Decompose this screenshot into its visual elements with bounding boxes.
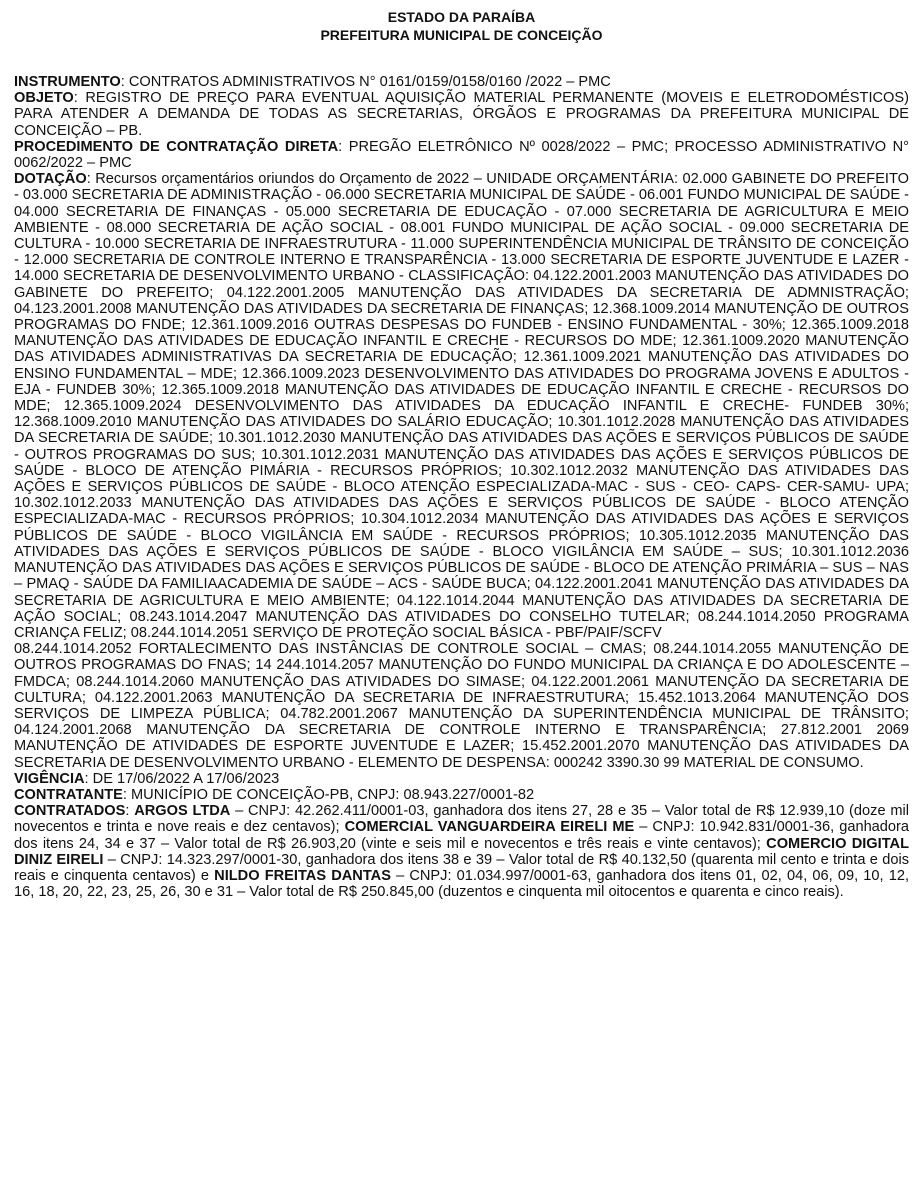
header-prefecture: PREFEITURA MUNICIPAL DE CONCEIÇÃO bbox=[320, 27, 603, 43]
procedimento-paragraph bbox=[14, 139, 909, 171]
dotacao-paragraph bbox=[14, 171, 909, 641]
instrumento-label: INSTRUMENTO bbox=[14, 74, 121, 90]
contratados-separator: : bbox=[125, 803, 135, 820]
dotacao-text: : Recursos orçamentários oriundos do Orçamento de 2022 – UNIDADE ORÇAMENTÁRIA: 02.000 GABINETE DO PREFEITO - 03.000 SECRETARIA DE ADMINISTRAÇÃO - 06.000 SECRETARIA MUNICIPAL DE SAÚDE - 06.001 FUNDO MUNICIPAL DE SAÚDE - 04.000 SECRETARIA DE FINANÇAS - 05.000 SECRETARIA DE EDUCAÇÃO - 07.000 SECRETARIA DE AGRICULTURA E MEIO AMBIENTE - 08.000 SECRETARIA DE AÇÃO SOCIAL - 08.001 FUNDO MUNICIPAL DE AÇÃO SOCIAL - 09.000 SECRETARIA DE CULTURA - 10.000 SECRETARIA DE INFRAESTRUTURA - 11.000 SUPERINTENDÊNCIA MUNICIPAL DE TRÂNSITO DE CONCEIÇÃO - 12.000 SECRETARIA DE CONTROLE INTERNO E TRANSPARÊNCIA - 13.000 SECRETARIA DE ESPORTE JUVENTUDE E LAZER - 14.000 SECRETARIA DE DESENVOLVIMENTO URBANO - CLASSIFICAÇÃO: 04.122.2001.2003 MANUTENÇÃO DAS ATIVIDADES DO GABINETE DO PREFEITO; 04.122.2001.2005 MANUTENÇÃO DAS ATIVIDADES DA SECRETARIA DE ADMNISTRAÇÃO; 04.123.2001.2008 MANUTENÇÃO DAS ATIVIDADES DA SECRETARIA DE FINANÇAS; 12.368.1009.2014 MANUTENÇÃO DE OUTROS PROGRAMAS DO FNDE; 12.361.1009.2016 OUTRAS DESPESAS DO FUNDEB - ENSINO FUNDAMENTAL - 30%; 12.365.1009.2018 MANUTENÇÃO DAS ATIVIDADES DE EDUCAÇÃO INFANTIL E CRECHE - RECURSOS DO MDE; 12.361.1009.2020 MANUTENÇÃO DAS ATIVIDADES ADMINISTRATIVAS DA SECRETARIA DE EDUCAÇÃO; 12.361.1009.2021 MANUTENÇÃO DAS ATIVIDADES DO ENSINO FUNDAMENTAL – MDE; 12.366.1009.2023 DESENVOLVIMENTO DAS ATIVIDADES DO PROGRAMA JOVENS E ADULTOS - EJA - FUNDEB 30%; 12.365.1009.2018 MANUTENÇÃO DAS ATIVIDADES DE EDUCAÇÃO INFANTIL E CRECHE - RECURSOS DO MDE; 12.365.1009.2024 DESENVOLVIMENTO DAS ATIVIDADES DA EDUCAÇÃO INFANTIL E CRECHE- FUNDEB 30%; 12.368.1009.2010 MANUTENÇÃO DAS ATIVIDADES DO SALÁRIO EDUCAÇÃO; 10.301.1012.2028 MANUTENÇÃO DAS ATIVIDADES DA SECRETARIA DE SAÚDE; 10.301.1012.2030 MANUTENÇÃO DAS ATIVIDADES DAS AÇÕES E SERVIÇOS PÚBLICOS DE SAÚDE - OUTROS PROGRAMAS DO SUS; 10.301.1012.2031 MANUTENÇÃO DAS ATIVIDADES DAS AÇÕES E SERVIÇOS PÚBLICOS DE SAÚDE - BLOCO DE ATENÇÃO PIMÁRIA - RECURSOS PRÓPRIOS; 10.302.1012.2032 MANUTENÇÃO DAS ATIVIDADES DAS AÇÕES E SERVIÇOS PÚBLICOS DE SAÚDE - BLOCO ATENÇÃO ESPECIALIZADA-MAC - SUS - CEO- CAPS- CER-SAMU- UPA; 10.302.1012.2033 MANUTENÇÃO DAS ATIVIDADES DAS AÇÕES E SERVIÇOS PÚBLICOS DE SAÚDE - BLOCO ATENÇÃO ESPECIALIZADA-MAC - RECURSOS PRÓPRIOS; 10.304.1012.2034 MANUTENÇÃO DAS ATIVIDADES DAS AÇÕES E SERVIÇOS PÚBLICOS DE SAÚDE - BLOCO VIGILÂNCIA EM SAÚDE - RECURSOS PRÓPRIOS; 10.305.1012.2035 MANUTENÇÃO DAS ATIVIDADES DAS AÇÕES E SERVIÇOS PÚBLICOS DE SAÚDE - BLOCO VIGILÂNCIA EM SAÚDE – SUS; 10.301.1012.2036 MANUTENÇÃO DAS ATIVIDADES DAS AÇÕES E SERVIÇOS PÚBLICOS DE SAÚDE - BLOCO DE ATENÇÃO PRIMÁRIA – SUS – NAS – PMAQ - SAÚDE DA FAMILIAACADEMIA DE SAÚDE – ACS - SAÚDE BUCA; 04.122.2001.2041 MANUTENÇÃO DAS ATIVIDADES DA SECRETARIA DE AGRICULTURA E MEIO AMBIENTE; 04.122.1014.2044 MANUTENÇÃO DAS ATIVIDADES DA SECRETARIA DE AÇÃO SOCIAL; 08.243.1014.2047 MANUTENÇÃO DAS ATIVIDADES DO CONSELHO TUTELAR; 08.244.1014.2050 PROGRAMA CRIANÇA FELIZ; 08.244.1014.2051 SERVIÇO DE PROTEÇÃO SOCIAL BÁSICA - PBF/PAIF/SCFV bbox=[14, 171, 909, 641]
contratado-3-text: – CNPJ: 14.323.297/0001-30, ganhadora dos itens 38 e 39 – Valor total de R$ 40.132,50 (quarenta mil cento e trinta e dois reais e cinquenta centavos) e bbox=[14, 851, 910, 884]
vigencia-text: : DE 17/06/2022 A 17/06/2023 bbox=[84, 770, 280, 787]
contratado-1-name: ARGOS LTDA bbox=[134, 803, 231, 820]
procedimento-text: : PREGÃO ELETRÔNICO Nº 0028/2022 – PMC; PROCESSO ADMINISTRATIVO N° 0062/2022 – PMC bbox=[14, 138, 909, 172]
header-spacer bbox=[14, 44, 909, 74]
document-header bbox=[14, 8, 909, 44]
procedimento-label: PROCEDIMENTO DE CONTRATAÇÃO DIRETA bbox=[14, 138, 339, 155]
contratado-4-name: NILDO FREITAS DANTAS bbox=[214, 867, 391, 884]
objeto-text: : REGISTRO DE PREÇO PARA EVENTUAL AQUISIÇÃO MATERIAL PERMANENTE (MOVEIS E ELETRODOMÉSTICOS) PARA ATENDER A DEMANDA DE TODAS AS SECRETARIAS, ÓRGÃOS E PROGRAMAS DA PREFEITURA MUNICIPAL DE CONCEIÇÃO – PB. bbox=[14, 90, 909, 139]
dotacao-label: DOTAÇÃO bbox=[14, 171, 87, 188]
dotacao-continuation-paragraph bbox=[14, 641, 909, 771]
instrumento-paragraph bbox=[14, 74, 909, 90]
contratado-4-text: – CNPJ: 01.034.997/0001-63, ganhadora dos itens 01, 02, 04, 06, 09, 10, 12, 16, 18, 20, 22, 23, 25, 26, 30 e 31 – Valor total de R$ 250.845,00 (duzentos e cinquenta mil oitocentos e quarenta e cinco reais). bbox=[14, 867, 910, 901]
contratante-paragraph bbox=[14, 787, 909, 803]
instrumento-text: : CONTRATOS ADMINISTRATIVOS N° 0161/0159/0158/0160 /2022 – PMC bbox=[120, 74, 611, 90]
contratado-1-text: – CNPJ: 42.262.411/0001-03, ganhadora dos itens 27, 28 e 35 – Valor total de R$ 12.939,10 (doze mil novecentos e trinta e nove reais e dez centavos); bbox=[14, 803, 909, 836]
contratante-text: : MUNICÍPIO DE CONCEIÇÃO-PB, CNPJ: 08.943.227/0001-82 bbox=[122, 786, 535, 803]
header-state: ESTADO DA PARAÍBA bbox=[387, 9, 536, 25]
dotacao-continuation-text: 08.244.1014.2052 FORTALECIMENTO DAS INSTÂNCIAS DE CONTROLE SOCIAL – CMAS; 08.244.1014.2055 MANUTENÇÃO DE OUTROS PROGRAMAS DO FNAS; 14 244.1014.2057 MANUTENÇÃO DO FUNDO MUNICIPAL DA CRIANÇA E DO ADOLESCENTE – FMDCA; 08.244.1014.2060 MANUTENÇÃO DAS ATIVIDADES DO SIMASE; 04.122.2001.2061 MANUTENÇÃO DA SECRETARIA DE CULTURA; 04.122.2001.2063 MANUTENÇÃO DA SECRETARIA DE INFRAESTRUTURA; 15.452.1013.2064 MANUTENÇÃO DOS SERVIÇOS DE LIMPEZA PÚBLICA; 04.782.2001.2067 MANUTENÇÃO DA SUPERINTENDÊNCIA MUNICIPAL DE TRÂNSITO; 04.124.2001.2068 MANUTENÇÃO DA SECRETARIA DE CONTROLE INTERNO E TRANSPARÊNCIA; 27.812.2001 2069 MANUTENÇÃO DE ATIVIDADES DE ESPORTE JUVENTUDE E LAZER; 15.452.2001.2070 MANUTENÇÃO DAS ATIVIDADES DA SECRETARIA DE DESENVOLVIMENTO URBANO - ELEMENTO DE DESPENSA: 000242 3390.30 99 MATERIAL DE CONSUMO. bbox=[14, 641, 909, 771]
objeto-label: OBJETO bbox=[14, 90, 74, 107]
objeto-paragraph bbox=[14, 90, 909, 139]
vigencia-label: VIGÊNCIA bbox=[14, 770, 85, 787]
contratado-2-name: COMERCIAL VANGUARDEIRA EIRELI ME bbox=[344, 819, 635, 836]
contratado-3-name: COMERCIO DIGITAL DINIZ EIRELI bbox=[14, 835, 909, 868]
document-body bbox=[14, 74, 909, 900]
contratados-label: CONTRATADOS bbox=[14, 803, 126, 820]
contratante-label: CONTRATANTE bbox=[14, 786, 123, 803]
contratado-2-text: – CNPJ: 10.942.831/0001-36, ganhadora dos itens 24, 34 e 37 – Valor total de R$ 26.903,20 (vinte e seis mil e novecentos e três reais e vinte centavos); bbox=[14, 819, 910, 852]
vigencia-paragraph bbox=[14, 771, 909, 787]
contratados-paragraph bbox=[14, 803, 909, 900]
